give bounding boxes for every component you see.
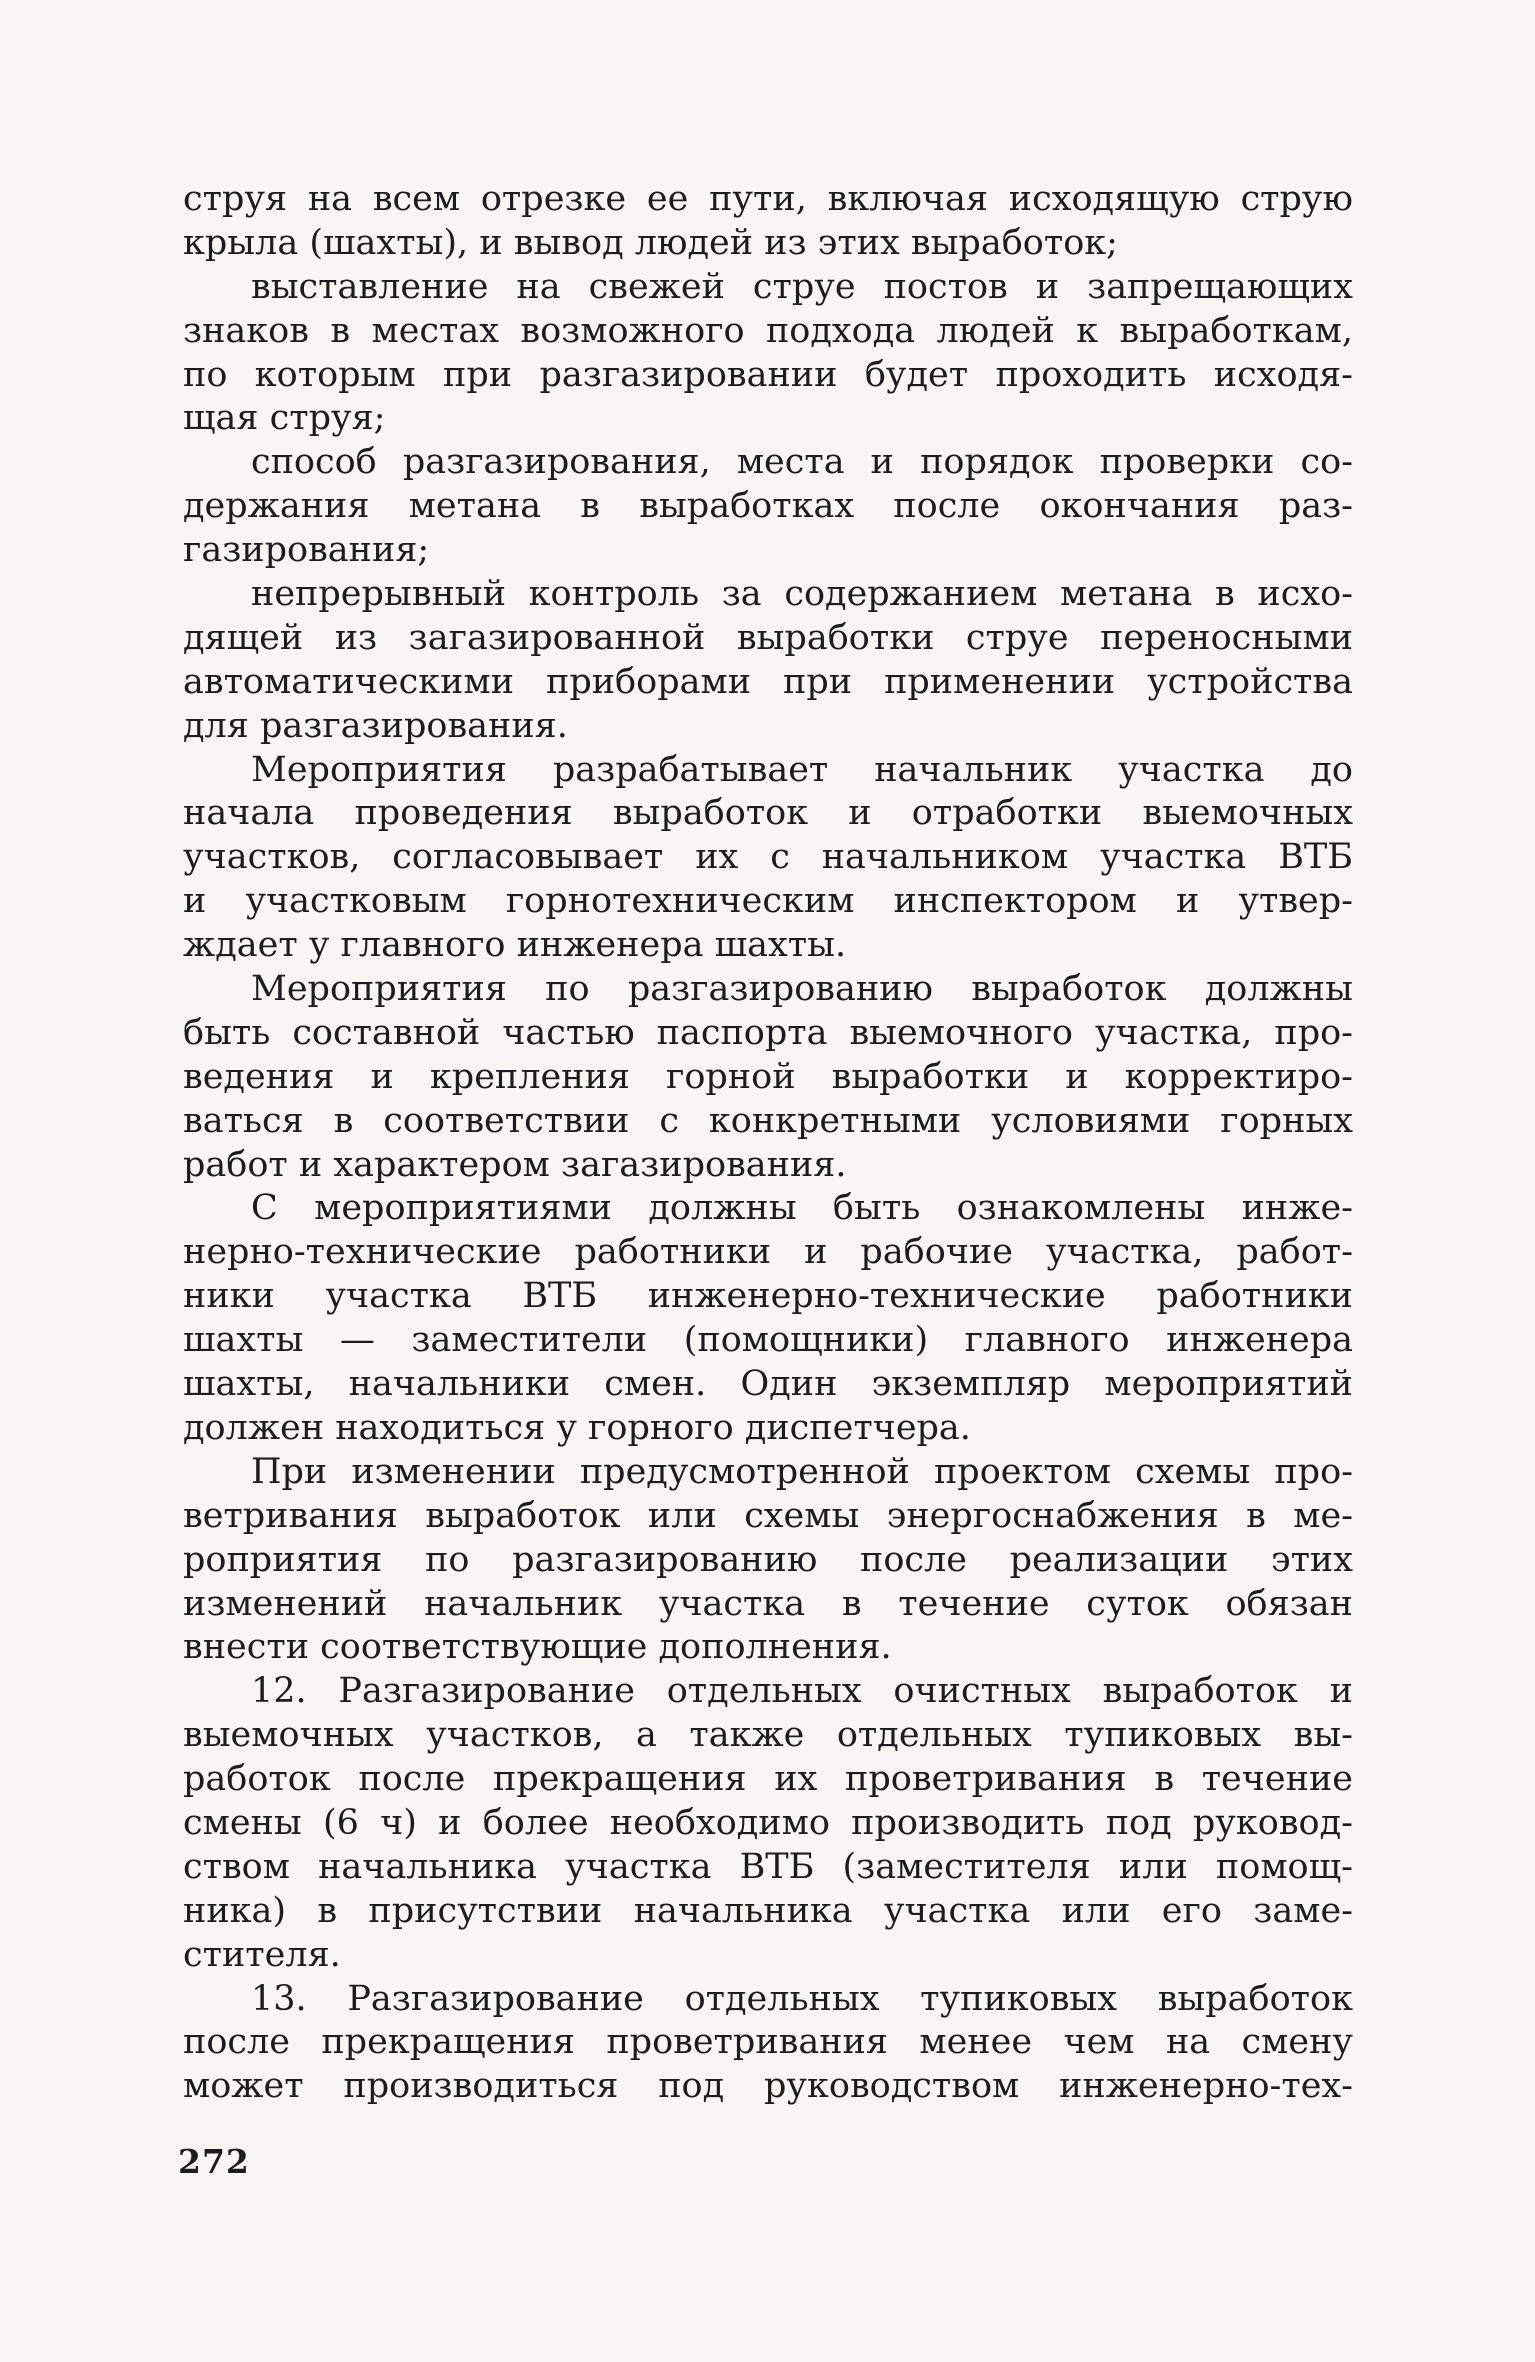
text-line: ветривания выработок или схемы энергоснабжения в ме- — [183, 1495, 1353, 1536]
text-line: ника) в присутствии начальника участка или его заме- — [183, 1890, 1353, 1931]
text-line: шахты, начальники смен. Один экземпляр мероприятий — [183, 1364, 1353, 1405]
text-line: Мероприятия по разгазированию выработок должны — [251, 969, 1353, 1010]
text-line: непрерывный контроль за содержанием метана в исхо- — [251, 574, 1353, 615]
text-line: выемочных участков, а также отдельных тупиковых вы- — [183, 1715, 1353, 1756]
text-line: ники участка ВТБ инженерно-технические работники — [183, 1276, 1353, 1317]
text-line: по которым при разгазировании будет проходить исходя- — [183, 354, 1353, 395]
text-line: должен находиться у горного диспетчера. — [183, 1407, 971, 1448]
text-line: щая струя; — [183, 398, 386, 439]
text-line: выставление на свежей струе постов и запрещающих — [251, 266, 1353, 307]
text-line: При изменении предусмотренной проектом схемы про- — [251, 1451, 1353, 1492]
text-line: способ разгазирования, места и порядок проверки со- — [251, 442, 1353, 483]
text-line: работок после прекращения их проветривания в течение — [183, 1759, 1353, 1800]
text-line: газирования; — [183, 530, 430, 571]
text-line: может производиться под руководством инженерно-тех- — [183, 2066, 1353, 2107]
text-line: участков, согласовывает их с начальником участка ВТБ — [183, 837, 1353, 878]
text-line: ством начальника участка ВТБ (заместителя или помощ- — [183, 1846, 1353, 1887]
text-line: ждает у главного инженера шахты. — [183, 925, 847, 966]
text-line: внести соответствующие дополнения. — [183, 1627, 892, 1668]
text-line: нерно-технические работники и рабочие участка, работ- — [183, 1232, 1353, 1273]
text-line: автоматическими приборами при применении устройства — [183, 661, 1353, 702]
text-line: ведения и крепления горной выработки и корректиро- — [183, 1056, 1353, 1097]
text-line: роприятия по разгазированию после реализации этих — [183, 1539, 1353, 1580]
text-line: Мероприятия разрабатывает начальник участка до — [251, 749, 1353, 790]
text-line: шахты — заместители (помощники) главного инженера — [183, 1320, 1353, 1361]
text-line: ваться в соответствии с конкретными условиями горных — [183, 1100, 1353, 1141]
text-line: и участковым горнотехническим инспектором и утвер- — [183, 881, 1353, 922]
page-number: 272 — [178, 2142, 250, 2181]
text-line: изменений начальник участка в течение суток обязан — [183, 1583, 1353, 1624]
text-line: дящей из загазированной выработки струе переносными — [183, 617, 1353, 658]
text-line: смены (6 ч) и более необходимо производить под руковод- — [183, 1802, 1353, 1843]
text-line: С мероприятиями должны быть ознакомлены инже- — [251, 1188, 1353, 1229]
text-line: знаков в местах возможного подхода людей к выработкам, — [183, 310, 1353, 351]
text-line: 12. Разгазирование отдельных очистных выработок и — [251, 1671, 1353, 1712]
text-line: после прекращения проветривания менее чем на смену — [183, 2022, 1353, 2063]
text-line: для разгазирования. — [183, 705, 568, 746]
text-line: крыла (шахты), и вывод людей из этих выработок; — [183, 222, 1118, 263]
text-line: 13. Разгазирование отдельных тупиковых выработок — [251, 1978, 1353, 2019]
text-line: струя на всем отрезке ее пути, включая исходящую струю — [183, 179, 1353, 219]
text-line: работ и характером загазирования. — [183, 1144, 847, 1185]
text-line: стителя. — [183, 1934, 341, 1975]
text-line: начала проведения выработок и отработки выемочных — [183, 793, 1353, 834]
text-line: быть составной частью паспорта выемочного участка, про- — [183, 1012, 1353, 1053]
page-body-text — [183, 178, 1353, 2109]
text-line: держания метана в выработках после окончания раз- — [183, 486, 1353, 527]
